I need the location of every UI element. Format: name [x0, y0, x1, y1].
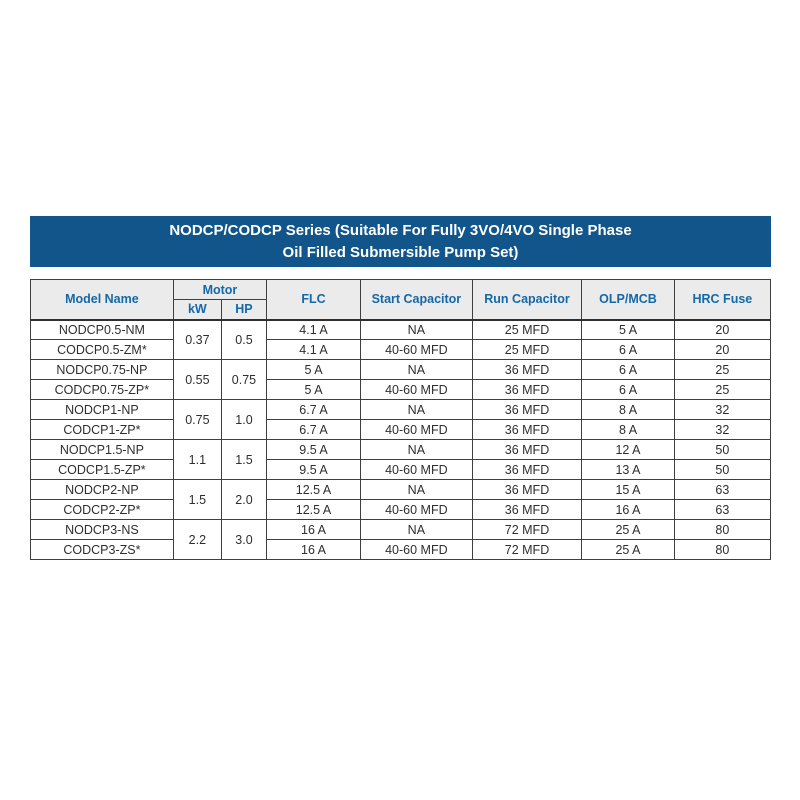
olp-mcb-cell: 6 A — [582, 360, 675, 380]
col-header-motor: Motor — [173, 280, 266, 300]
flc-cell: 16 A — [267, 540, 361, 560]
model-cell: CODCP0.5-ZM* — [31, 340, 174, 360]
start-capacitor-cell: 40-60 MFD — [361, 500, 473, 520]
start-capacitor-cell: 40-60 MFD — [361, 540, 473, 560]
table-row — [31, 360, 771, 380]
olp-mcb-cell: 16 A — [582, 500, 675, 520]
start-capacitor-cell: 40-60 MFD — [361, 460, 473, 480]
hrc-fuse-cell: 63 — [674, 480, 770, 500]
olp-mcb-cell: 6 A — [582, 340, 675, 360]
flc-cell: 6.7 A — [267, 400, 361, 420]
col-header-model-name: Model Name — [31, 280, 174, 320]
series-title-banner — [30, 216, 771, 267]
col-header-run-capacitor: Run Capacitor — [472, 280, 582, 320]
model-cell: CODCP2-ZP* — [31, 500, 174, 520]
run-capacitor-cell: 36 MFD — [472, 400, 582, 420]
flc-cell: 16 A — [267, 520, 361, 540]
start-capacitor-cell: 40-60 MFD — [361, 340, 473, 360]
start-capacitor-cell: NA — [361, 480, 473, 500]
table-row — [31, 320, 771, 340]
col-header-olp-mcb: OLP/MCB — [582, 280, 675, 320]
table-row — [31, 400, 771, 420]
start-capacitor-cell: NA — [361, 320, 473, 340]
olp-mcb-cell: 25 A — [582, 520, 675, 540]
model-cell: NODCP0.5-NM — [31, 320, 174, 340]
flc-cell: 4.1 A — [267, 320, 361, 340]
model-cell: NODCP0.75-NP — [31, 360, 174, 380]
table-row — [31, 440, 771, 460]
olp-mcb-cell: 8 A — [582, 400, 675, 420]
olp-mcb-cell: 25 A — [582, 540, 675, 560]
run-capacitor-cell: 72 MFD — [472, 540, 582, 560]
olp-mcb-cell: 5 A — [582, 320, 675, 340]
flc-cell: 9.5 A — [267, 460, 361, 480]
flc-cell: 12.5 A — [267, 480, 361, 500]
run-capacitor-cell: 36 MFD — [472, 440, 582, 460]
flc-cell: 9.5 A — [267, 440, 361, 460]
run-capacitor-cell: 36 MFD — [472, 500, 582, 520]
hp-cell: 3.0 — [221, 520, 266, 560]
olp-mcb-cell: 15 A — [582, 480, 675, 500]
kw-cell: 0.37 — [173, 320, 221, 360]
kw-cell: 1.5 — [173, 480, 221, 520]
series-title-line2: Oil Filled Submersible Pump Set) — [282, 243, 519, 261]
flc-cell: 5 A — [267, 360, 361, 380]
kw-cell: 0.55 — [173, 360, 221, 400]
hp-cell: 0.75 — [221, 360, 266, 400]
hrc-fuse-cell: 50 — [674, 460, 770, 480]
flc-cell: 12.5 A — [267, 500, 361, 520]
hp-cell: 1.5 — [221, 440, 266, 480]
flc-cell: 6.7 A — [267, 420, 361, 440]
table-row — [31, 380, 771, 400]
model-cell: CODCP1-ZP* — [31, 420, 174, 440]
hp-cell: 2.0 — [221, 480, 266, 520]
kw-cell: 0.75 — [173, 400, 221, 440]
col-header-kw: kW — [173, 300, 221, 320]
run-capacitor-cell: 36 MFD — [472, 360, 582, 380]
start-capacitor-cell: NA — [361, 440, 473, 460]
hrc-fuse-cell: 80 — [674, 540, 770, 560]
col-header-start-capacitor: Start Capacitor — [361, 280, 473, 320]
table-row — [31, 500, 771, 520]
hp-cell: 1.0 — [221, 400, 266, 440]
hrc-fuse-cell: 50 — [674, 440, 770, 460]
col-header-flc: FLC — [267, 280, 361, 320]
run-capacitor-cell: 36 MFD — [472, 380, 582, 400]
run-capacitor-cell: 72 MFD — [472, 520, 582, 540]
hrc-fuse-cell: 20 — [674, 320, 770, 340]
flc-cell: 4.1 A — [267, 340, 361, 360]
table-row — [31, 540, 771, 560]
table-row — [31, 460, 771, 480]
table-row — [31, 480, 771, 500]
run-capacitor-cell: 36 MFD — [472, 480, 582, 500]
model-cell: CODCP0.75-ZP* — [31, 380, 174, 400]
hrc-fuse-cell: 32 — [674, 400, 770, 420]
flc-cell: 5 A — [267, 380, 361, 400]
start-capacitor-cell: NA — [361, 400, 473, 420]
olp-mcb-cell: 6 A — [582, 380, 675, 400]
model-cell: NODCP3-NS — [31, 520, 174, 540]
hrc-fuse-cell: 32 — [674, 420, 770, 440]
model-cell: NODCP1-NP — [31, 400, 174, 420]
hrc-fuse-cell: 25 — [674, 380, 770, 400]
model-cell: NODCP2-NP — [31, 480, 174, 500]
col-header-hrc-fuse: HRC Fuse — [674, 280, 770, 320]
model-cell: NODCP1.5-NP — [31, 440, 174, 460]
table-row — [31, 520, 771, 540]
olp-mcb-cell: 8 A — [582, 420, 675, 440]
model-cell: CODCP1.5-ZP* — [31, 460, 174, 480]
hrc-fuse-cell: 20 — [674, 340, 770, 360]
model-cell: CODCP3-ZS* — [31, 540, 174, 560]
start-capacitor-cell: NA — [361, 520, 473, 540]
hrc-fuse-cell: 25 — [674, 360, 770, 380]
hp-cell: 0.5 — [221, 320, 266, 360]
olp-mcb-cell: 12 A — [582, 440, 675, 460]
col-header-hp: HP — [221, 300, 266, 320]
header-row-main — [31, 280, 771, 300]
table-row — [31, 420, 771, 440]
run-capacitor-cell: 25 MFD — [472, 340, 582, 360]
run-capacitor-cell: 36 MFD — [472, 460, 582, 480]
hrc-fuse-cell: 63 — [674, 500, 770, 520]
kw-cell: 1.1 — [173, 440, 221, 480]
start-capacitor-cell: 40-60 MFD — [361, 420, 473, 440]
run-capacitor-cell: 36 MFD — [472, 420, 582, 440]
table-row — [31, 340, 771, 360]
kw-cell: 2.2 — [173, 520, 221, 560]
start-capacitor-cell: NA — [361, 360, 473, 380]
olp-mcb-cell: 13 A — [582, 460, 675, 480]
start-capacitor-cell: 40-60 MFD — [361, 380, 473, 400]
hrc-fuse-cell: 80 — [674, 520, 770, 540]
pump-spec-table — [30, 279, 771, 560]
series-title-line1: NODCP/CODCP Series (Suitable For Fully 3VO/4VO Single Phase — [169, 221, 632, 239]
run-capacitor-cell: 25 MFD — [472, 320, 582, 340]
